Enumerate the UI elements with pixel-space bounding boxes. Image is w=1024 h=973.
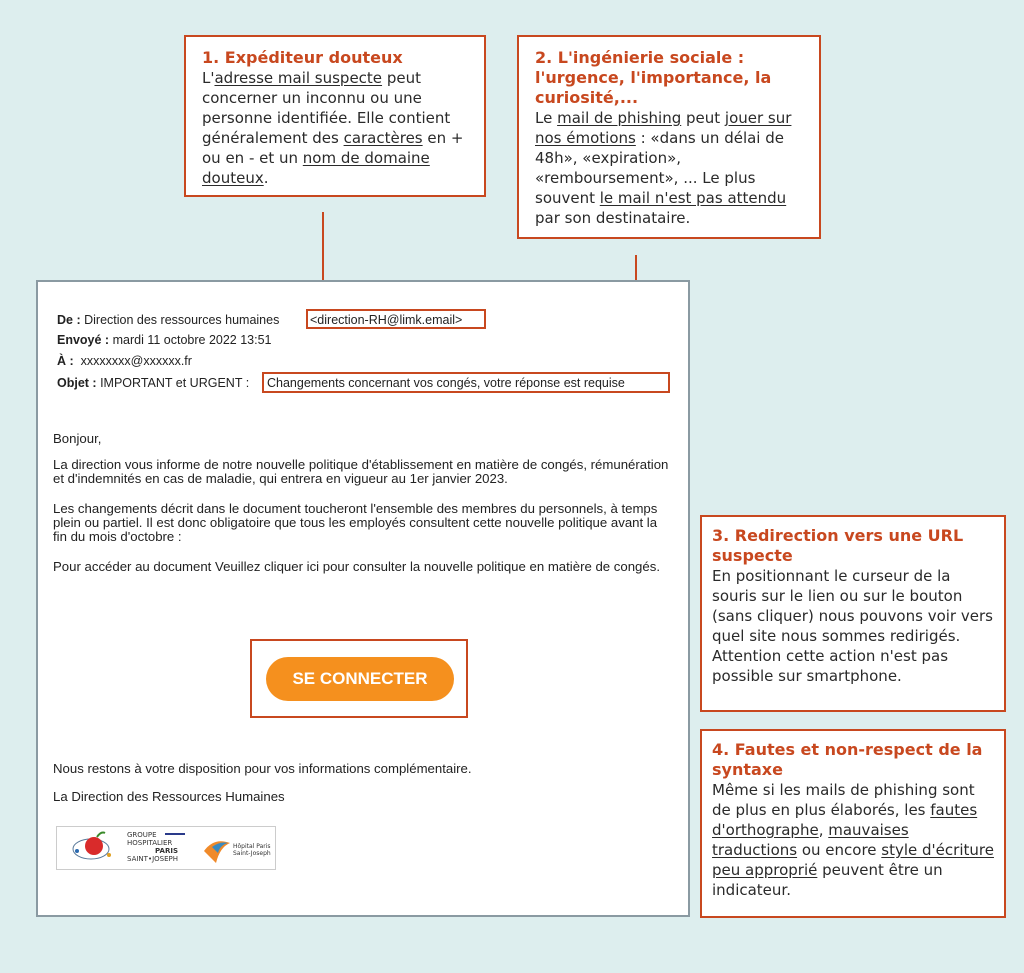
email-from-row: De : Direction des ressources humaines [57, 313, 280, 327]
group-logo-text: GROUPE HOSPITALIER PARIS SAINT•JOSEPH [127, 831, 178, 863]
callout-url-redirect [700, 515, 1006, 712]
email-subject-main: Changements concernant vos congés, votre réponse est requise [267, 376, 625, 390]
email-to-row: À : xxxxxxxx@xxxxxx.fr [57, 354, 192, 368]
email-paragraph-3: Pour accéder au document Veuillez cliquer ici pour consulter la nouvelle politique en matière de congés. [53, 559, 660, 574]
email-closing-2: La Direction des Ressources Humaines [53, 789, 285, 804]
email-greeting: Bonjour, [53, 431, 102, 446]
signature-logos [56, 826, 276, 870]
callout-social-engineering [517, 35, 821, 239]
email-from-address: <direction-RH@limk.email> [310, 313, 463, 327]
hospital-logo-icon [202, 835, 232, 865]
group-logo-bar [165, 833, 185, 835]
arrow-1-line [322, 212, 324, 286]
email-closing-1: Nous restons à votre disposition pour vos informations complémentaire. [53, 761, 472, 776]
email-sent-row: Envoyé : mardi 11 octobre 2022 13:51 [57, 333, 272, 347]
callout-title: 1. Expéditeur douteux [202, 48, 403, 67]
callout-body: L'adresse mail suspecte peut concerner un inconnu ou une personne identifiée. Elle contient généralement des caractères en + ou en - et un nom de domaine douteux. [202, 69, 464, 187]
email-paragraph-2: Les changements décrit dans le document toucheront l'ensemble des membres du personnels, à temps plein ou partiel. Il est donc obligatoire que tous les employés consultent cette nouvelle politique avant la fin du mois d'octobre : [53, 501, 658, 544]
email-subject-row: Objet : IMPORTANT et URGENT : [57, 376, 250, 390]
email-paragraph-1: La direction vous informe de notre nouvelle politique d'établissement en matière de congés, rémunération et d'indemnités en cas de maladie, qui entrera en vigueur au 1er janvier 2023. [53, 457, 669, 486]
callout-body: En positionnant le curseur de la souris sur le lien ou sur le bouton (sans cliquer) nous pouvons voir vers quel site nous sommes redirigés. Attention cette action n'est pas possible sur smartphone. [712, 567, 993, 685]
callout-sender [184, 35, 486, 197]
callout-body: Même si les mails de phishing sont de plus en plus élaborés, les fautes d'orthographe, mauvaises traductions ou encore style d'écriture peu approprié peuvent être un indicateur. [712, 781, 994, 899]
apple-logo-icon [61, 829, 125, 869]
callout-syntax-errors [700, 729, 1006, 918]
callout-title: 4. Fautes et non-respect de la syntaxe [712, 740, 983, 779]
connect-button[interactable]: SE CONNECTER [266, 657, 454, 701]
callout-title: 3. Redirection vers une URL suspecte [712, 526, 964, 565]
email-window [36, 280, 690, 917]
callout-body: Le mail de phishing peut jouer sur nos émotions : «dans un délai de 48h», «expiration», «remboursement», ... Le plus souvent le mail n'est pas attendu par son destinataire. [535, 109, 792, 227]
callout-title: 2. L'ingénierie sociale : l'urgence, l'importance, la curiosité,... [535, 48, 772, 107]
hospital-logo-text: Hôpital Paris Saint-Joseph [233, 843, 271, 857]
